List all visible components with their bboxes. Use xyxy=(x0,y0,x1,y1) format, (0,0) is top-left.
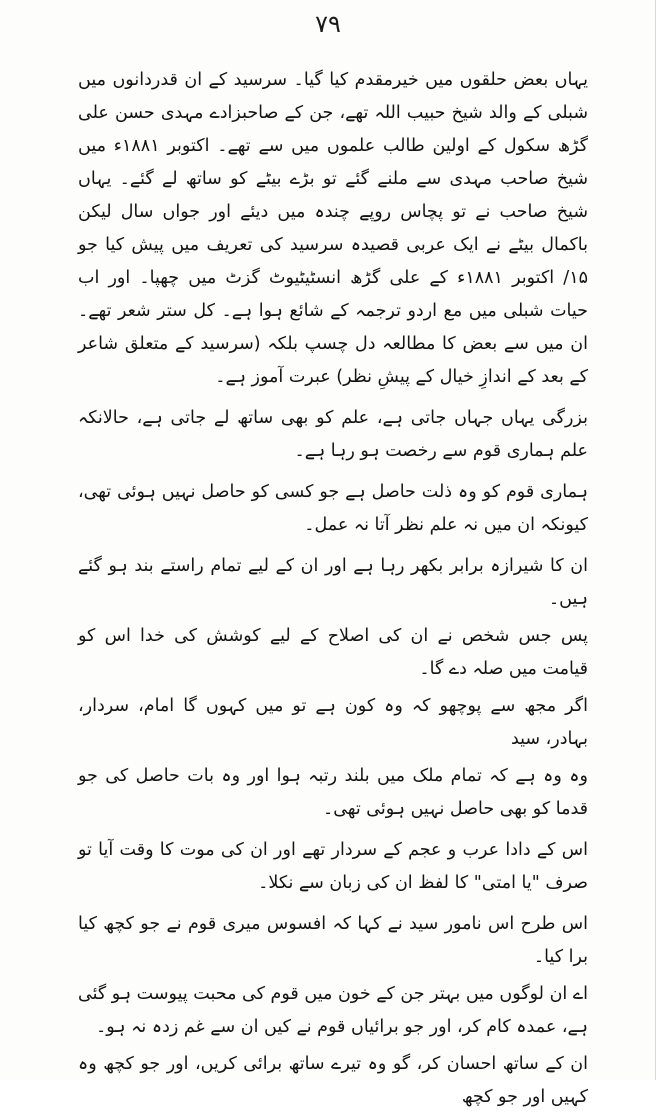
paragraph-verse-10: ان کے ساتھ احسان کر، گو وہ تیرے ساتھ برائی کریں، اور جو کچھ وہ کہیں اور جو کچھ xyxy=(78,1054,588,1107)
paragraph-verse-7: اس کے دادا عرب و عجم کے سردار تھے اور ان کی موت کا وقت آیا تو صرف "یا امتی" کا لفظ ان کی زبان سے نکلا۔ xyxy=(78,840,588,893)
paragraph-verse-2: ہماری قوم کو وہ ذلت حاصل ہے جو کسی کو حاصل نہیں ہوئی تھی، کیونکہ ان میں نہ علم نظر آتا نہ عمل۔ xyxy=(78,482,588,535)
paragraph-verse-6: وہ وہ ہے کہ تمام ملک میں بلند رتبہ ہوا اور وہ بات حاصل کی جو قدما کو بھی حاصل نہیں ہوئی تھی۔ xyxy=(78,766,588,819)
paragraph-verse-4: پس جس شخص نے ان کی اصلاح کے لیے کوشش کی خدا اس کو قیامت میں صلہ دے گا۔ xyxy=(78,626,588,679)
page-number: ۷۹ xyxy=(315,10,341,38)
paragraph-verse-8: اس طرح اس نامور سید نے کہا کہ افسوس میری قوم نے جو کچھ کیا برا کیا۔ xyxy=(78,914,588,967)
paragraph-verse-5: اگر مجھ سے پوچھو کہ وہ کون ہے تو میں کہوں گا امام، سردار، بہادر، سید xyxy=(78,696,588,749)
paragraph-intro: یہاں بعض حلقوں میں خیرمقدم کیا گیا۔ سرسید کے ان قدردانوں میں شبلی کے والد شیخ حبیب اللہ تھے، جن کے صاحبزادے مہدی حسن علی گڑھ سکول کے اولین طالب علموں میں سے تھے۔ اکتوبر ۱۸۸۱ء میں شیخ صاحب مہدی سے ملنے گئے تو بڑے بیٹے کو ساتھ لے گئے۔ یہاں شیخ صاحب نے تو پچاس روپے چندہ میں دیئے اور جواں سال لیکن باکمال بیٹے نے ایک عربی قصیدہ سرسید کی تعریف میں پیش کیا جو ۱۵/ اکتوبر ۱۸۸۱ء کے علی گڑھ انسٹیٹیوٹ گزٹ میں چھپا۔ اور اب حیات شبلی میں مع اردو ترجمہ کے شائع ہوا ہے۔ کل ستر شعر تھے۔ ان میں سے بعض کا مطالعہ دل چسپ بلکہ (سرسید کے متعلق شاعر کے بعد کے اندازِ خیال کے پیشِ نظر) عبرت آموز ہے۔ xyxy=(78,70,588,387)
paragraph-verse-1: بزرگی یہاں جہاں جاتی ہے، علم کو بھی ساتھ لے جاتی ہے، حالانکہ علم ہماری قوم سے رخصت ہو رہا ہے۔ xyxy=(78,408,588,461)
paragraph-verse-3: ان کا شیرازہ برابر بکھر رہا ہے اور ان کے لیے تمام راستے بند ہو گئے ہیں۔ xyxy=(78,556,588,609)
paragraph-verse-9: اے ان لوگوں میں بہتر جن کے خون میں قوم کی محبت پیوست ہو گئی ہے، عمدہ کام کر، اور جو برائیاں قوم نے کیں ان سے غم زدہ نہ ہو۔ xyxy=(78,984,588,1037)
page-body xyxy=(78,64,588,1118)
